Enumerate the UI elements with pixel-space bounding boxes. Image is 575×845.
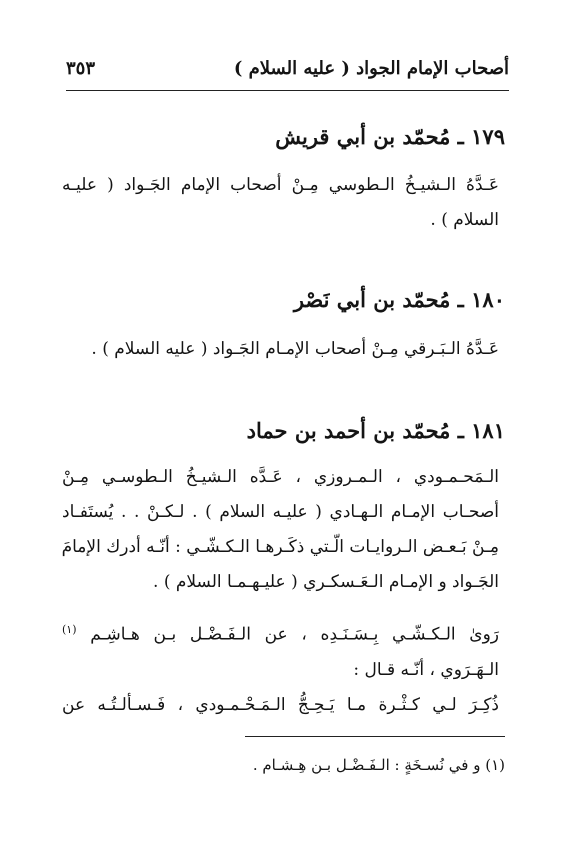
footnote-divider [245, 736, 505, 737]
text-segment: رَوىٰ الـكـشّـي بِـسَـنَـدِه ، عن الـفَـضْـل بـن هـاشِـم [90, 624, 499, 645]
entry-heading-179: ١٧٩ ـ مُحمّد بن أبي قريش [275, 124, 505, 149]
text-line: ذُكِـرَ لـي كـثْـرة مـا يَـحِـجُّ الـمَـحْـمـودي ، فَـسـألـتُـه عن [62, 695, 499, 715]
text-line [62, 612, 499, 653]
text-line: السلام ) . [430, 210, 499, 230]
footnote-marker: (١) [62, 623, 77, 636]
text-line: عَـدَّهُ الـبَـرقي مِـنْ أصحاب الإمـام الجَـواد ( عليه السلام ) . [91, 339, 499, 359]
text-line: الـهَـرَوي ، أنّـه قـال : [353, 659, 499, 680]
entry-heading-180: ١٨٠ ـ مُحمّد بن أبي نَصْر [293, 287, 505, 312]
text-line: عَـدَّهُ الـشيـخُ الـطوسي مِـنْ أصحاب الإمام الجَـواد ( عليـه [62, 175, 499, 195]
text-line: الـمَحـمـودي ، الـمـروزي ، عَـدَّه الـشيـخُ الـطوسـي مِـنْ [62, 467, 499, 487]
running-title: أصحاب الإمام الجواد ( عليه السلام ) [233, 58, 509, 79]
entry-heading-181: ١٨١ ـ مُحمّد بن أحمد بن حماد [246, 418, 505, 443]
text-line: أصحـاب الإمـام الـهـادي ( عليـه السلام ) . لـكـنْ . . يُستَفـاد [62, 502, 499, 522]
entry-179-text [62, 168, 499, 238]
text-line: مِـنْ بَـعـض الـروايـات الّـتي ذكَـرهـا الـكـشّـي : أنّـه أدرك الإمامَ [61, 537, 499, 557]
entry-181-paragraph-2 [62, 612, 499, 688]
page-number: ٣٥٣ [66, 58, 96, 79]
entry-180-text [62, 332, 499, 367]
footnote: (١) و في نُسـخَةٍ : الـفَـضْـل بـن هِـشـام . [252, 756, 505, 774]
entry-181-paragraph-3 [62, 688, 499, 723]
page-header [66, 58, 509, 91]
entry-181-paragraph-1 [62, 460, 499, 600]
text-line: الجَـواد و الإمـام الـعَـسكـري ( عليـهـمـا السلام ) . [153, 572, 499, 592]
